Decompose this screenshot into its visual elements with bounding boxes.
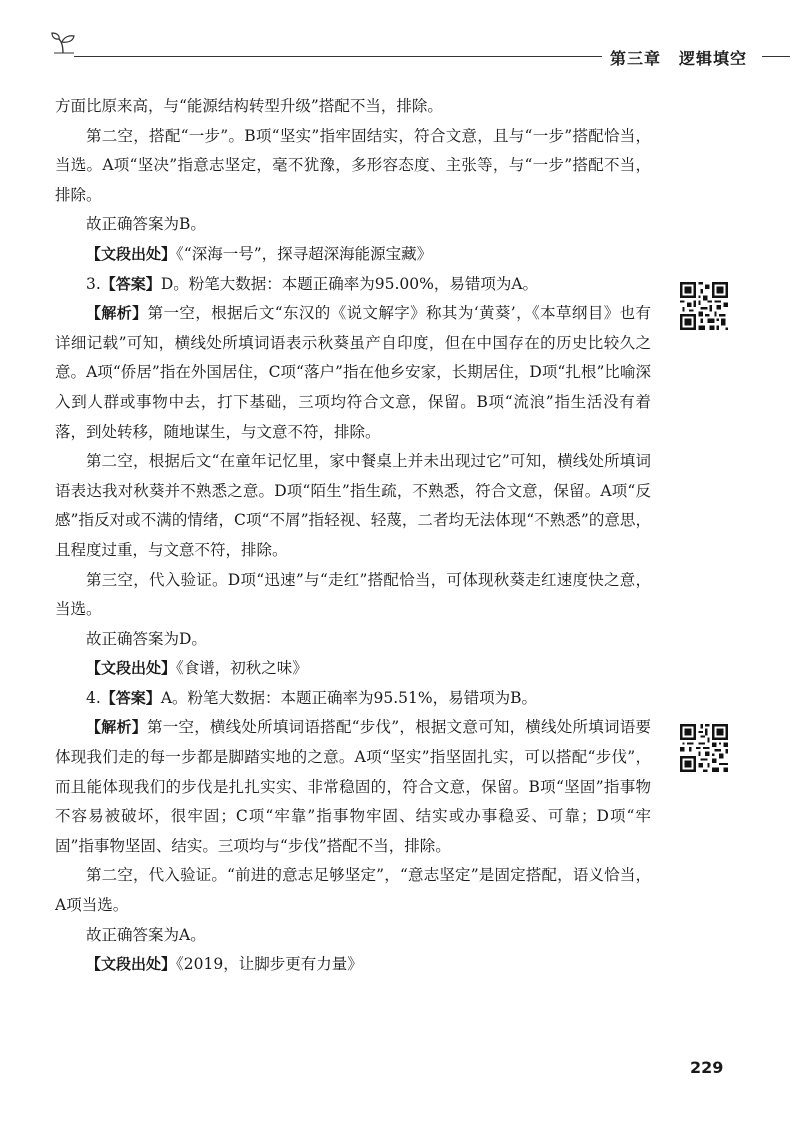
source-title: 《2019，让脚步更有力量》 [176,955,363,974]
page-header [50,30,790,70]
question-number: 4. [86,688,101,707]
answer-text: A。粉笔大数据：本题正确率为95.51%，易错项为B。 [160,688,537,707]
answer-tag: 【答案】 [100,688,161,707]
paragraph [55,566,651,625]
paragraph [55,921,651,951]
analysis-paragraph [55,299,651,447]
paragraph-text: 故正确答案为B。 [86,215,206,234]
chapter-heading [610,46,747,69]
paragraph-text: 故正确答案为D。 [86,629,207,648]
paragraph [55,861,651,920]
paragraph-text: 第二空，搭配“一步”。B项“坚实”指牢固结实，符合文意，且与“一步”搭配恰当，当选。A项“坚决”指意志坚定，毫不犹豫，多形容态度、主张等，与“一步”搭配不当，排除。 [55,126,651,204]
header-rule-left [74,56,602,57]
paragraph [55,92,651,122]
page-number: 229 [690,1058,724,1077]
qr-code-icon[interactable] [680,724,728,772]
paragraph [55,210,651,240]
paragraph-text: 第二空，根据后文“在童年记忆里，家中餐桌上并未出现过它”可知，横线处所填词语表达我对秋葵并不熟悉之意。D项“陌生”指生疏，不熟悉，符合文意，保留。A项“反感”指反对或不满的情绪，C项“不屑”指轻视、轻蔑，二者均无法体现“不熟悉”的意思，且程度过重，与文意不符，排除。 [55,452,651,559]
answer-line [55,270,651,300]
paragraph-text: 方面比原来高，与“能源结构转型升级”搭配不当，排除。 [55,97,443,115]
paragraph-text: 第三空，代入验证。D项“迅速”与“走红”搭配恰当，可体现秋葵走红速度快之意，当选。 [55,570,651,619]
chapter-number: 第三章 [610,49,662,68]
source-tag: 【文段出处】 [86,955,177,974]
source-line [55,240,651,270]
paragraph-text: 第二空，代入验证。“前进的意志足够坚定”，“意志坚定”是固定搭配，语义恰当，A项当选。 [55,866,651,915]
analysis-paragraph [55,713,651,861]
chapter-title: 逻辑填空 [679,49,748,68]
answer-tag: 【答案】 [100,274,161,293]
source-line [55,654,651,684]
source-line [55,950,651,980]
page-body [55,92,651,980]
answer-text: D。粉笔大数据：本题正确率为95.00%，易错项为A。 [160,274,539,293]
sprout-icon [50,32,76,54]
paragraph-text: 故正确答案为A。 [86,925,206,944]
paragraph [55,447,651,565]
analysis-tag: 【解析】 [86,304,148,323]
paragraph [55,122,651,211]
source-tag: 【文段出处】 [86,244,177,263]
paragraph [55,625,651,655]
qr-code-icon[interactable] [680,282,728,330]
paragraph-text: 第一空，横线处所填词语搭配“步伐”，根据文意可知，横线处所填词语要体现我们走的每一步都是脚踏实地的之意。A项“坚实”指坚固扎实，可以搭配“步伐”，而且能体现我们的步伐是扎扎实实、非常稳固的，符合文意，保留。B项“坚固”指事物不容易被破坏，很牢固；C项“牢靠”指事物牢固、结实或办事稳妥、可靠；D项“牢固”指事物坚固、结实。三项均与“步伐”搭配不当，排除。 [55,718,651,855]
source-title: 《“深海一号”，探寻超深海能源宝藏》 [176,244,433,263]
question-number: 3. [86,274,101,293]
header-rule-right [762,56,790,57]
paragraph-text: 第一空，根据后文“东汉的《说文解字》称其为‘黄葵’，《本草纲目》也有详细记载”可知，横线处所填词语表示秋葵虽产自印度，但在中国存在的历史比较久之意。A项“侨居”指在外国居住，C项“落户”指在他乡安家，长期居住，D项“扎根”比喻深入到人群或事物中去，打下基础，三项均符合文意，保留。B项“流浪”指生活没有着落，到处转移，随地谋生，与文意不符，排除。 [55,304,651,441]
source-title: 《食谱，初秋之味》 [176,659,308,678]
analysis-tag: 【解析】 [86,718,147,737]
source-tag: 【文段出处】 [86,659,177,678]
answer-line [55,684,651,714]
